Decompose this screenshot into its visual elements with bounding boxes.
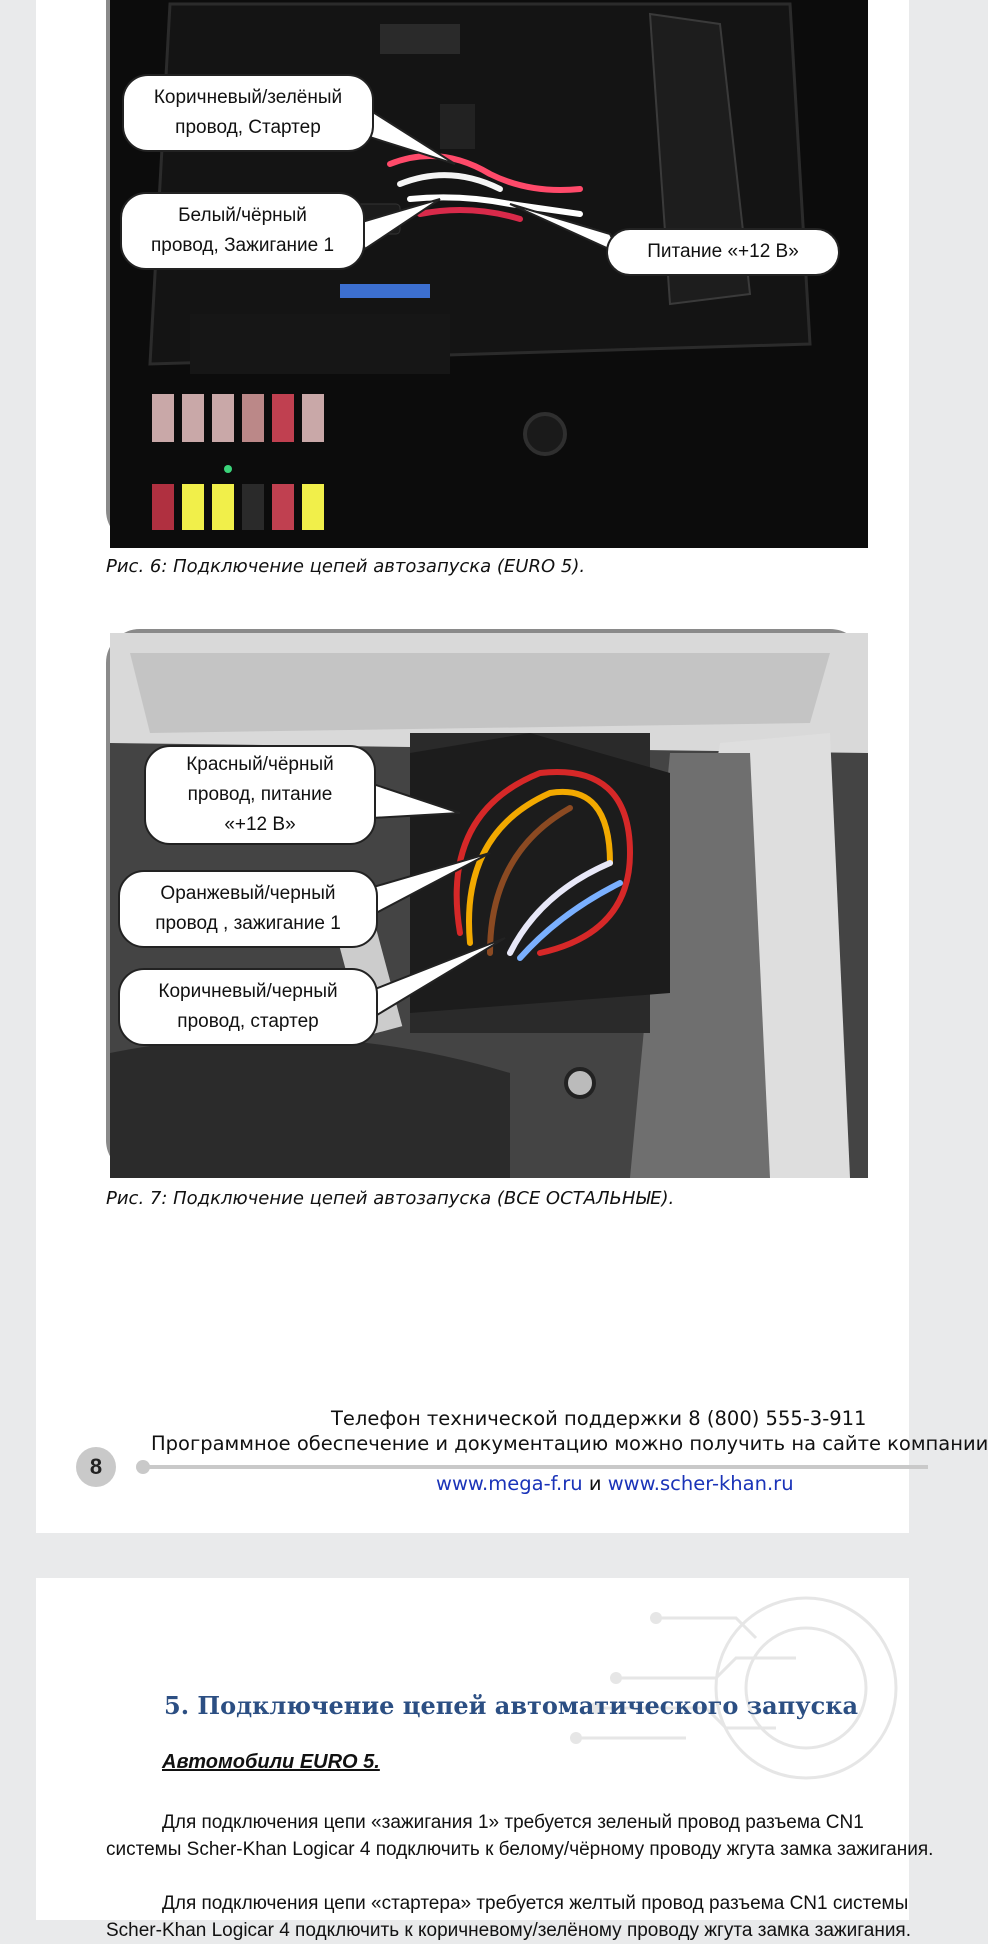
paragraph-ignition bbox=[106, 1809, 933, 1863]
paragraph-starter-line-1: Для подключения цепи «стартера» требуется желтый провод разъема CN1 системы bbox=[162, 1893, 909, 1914]
footer-links bbox=[436, 1472, 794, 1495]
callout-orange-black-ignition: Оранжевый/черный провод , зажигание 1 bbox=[118, 870, 378, 948]
callout-brown-black-starter: Коричневый/черный провод, стартер bbox=[118, 968, 378, 1046]
links-conjunction: и bbox=[582, 1472, 608, 1495]
document-page-9 bbox=[36, 1578, 934, 1941]
document-page-8 bbox=[36, 0, 988, 1533]
paragraph-starter-line-2: Scher-Khan Logicar 4 подключить к коричневому/зелёному проводу жгута замка зажигания. bbox=[106, 1920, 912, 1941]
subheading-euro5: Автомобили EURO 5. bbox=[162, 1751, 380, 1773]
paragraph-ignition-line-2: системы Scher-Khan Logicar 4 подключить к белому/чёрному проводу жгута замка зажигания. bbox=[106, 1839, 934, 1860]
callout-brown-green-starter: Коричневый/зелёный провод, Стартер bbox=[122, 74, 374, 152]
callout-white-black-ignition: Белый/чёрный провод, Зажигание 1 bbox=[120, 192, 365, 270]
footer-rule bbox=[148, 1465, 928, 1469]
figure-6-caption: Рис. 6: Подключение цепей автозапуска (EURO 5). bbox=[106, 556, 586, 577]
support-phone-line: Телефон технической поддержки 8 (800) 555-3-911 bbox=[331, 1407, 867, 1430]
callout-power-12v: Питание «+12 В» bbox=[606, 228, 840, 276]
paragraph-ignition-line-1: Для подключения цепи «зажигания 1» требуется зеленый провод разъема CN1 bbox=[162, 1812, 864, 1833]
link-scher-khan[interactable]: www.scher-khan.ru bbox=[607, 1472, 794, 1495]
figure-7-photo bbox=[106, 629, 864, 1174]
page-number-badge: 8 bbox=[76, 1447, 116, 1487]
software-download-line: Программное обеспечение и документацию можно получить на сайте компании bbox=[151, 1432, 988, 1455]
circuit-decoration bbox=[476, 1578, 916, 1920]
section-heading: 5. Подключение цепей автоматического запуска bbox=[164, 1691, 859, 1720]
paragraph-starter bbox=[106, 1890, 911, 1944]
callout-red-black-power: Красный/чёрный провод, питание «+12 В» bbox=[144, 745, 376, 845]
figure-6-photo bbox=[106, 0, 864, 544]
figure-7-caption: Рис. 7: Подключение цепей автозапуска (ВСЕ ОСТАЛЬНЫЕ). bbox=[106, 1188, 675, 1209]
link-mega-f[interactable]: www.mega-f.ru bbox=[436, 1472, 583, 1495]
